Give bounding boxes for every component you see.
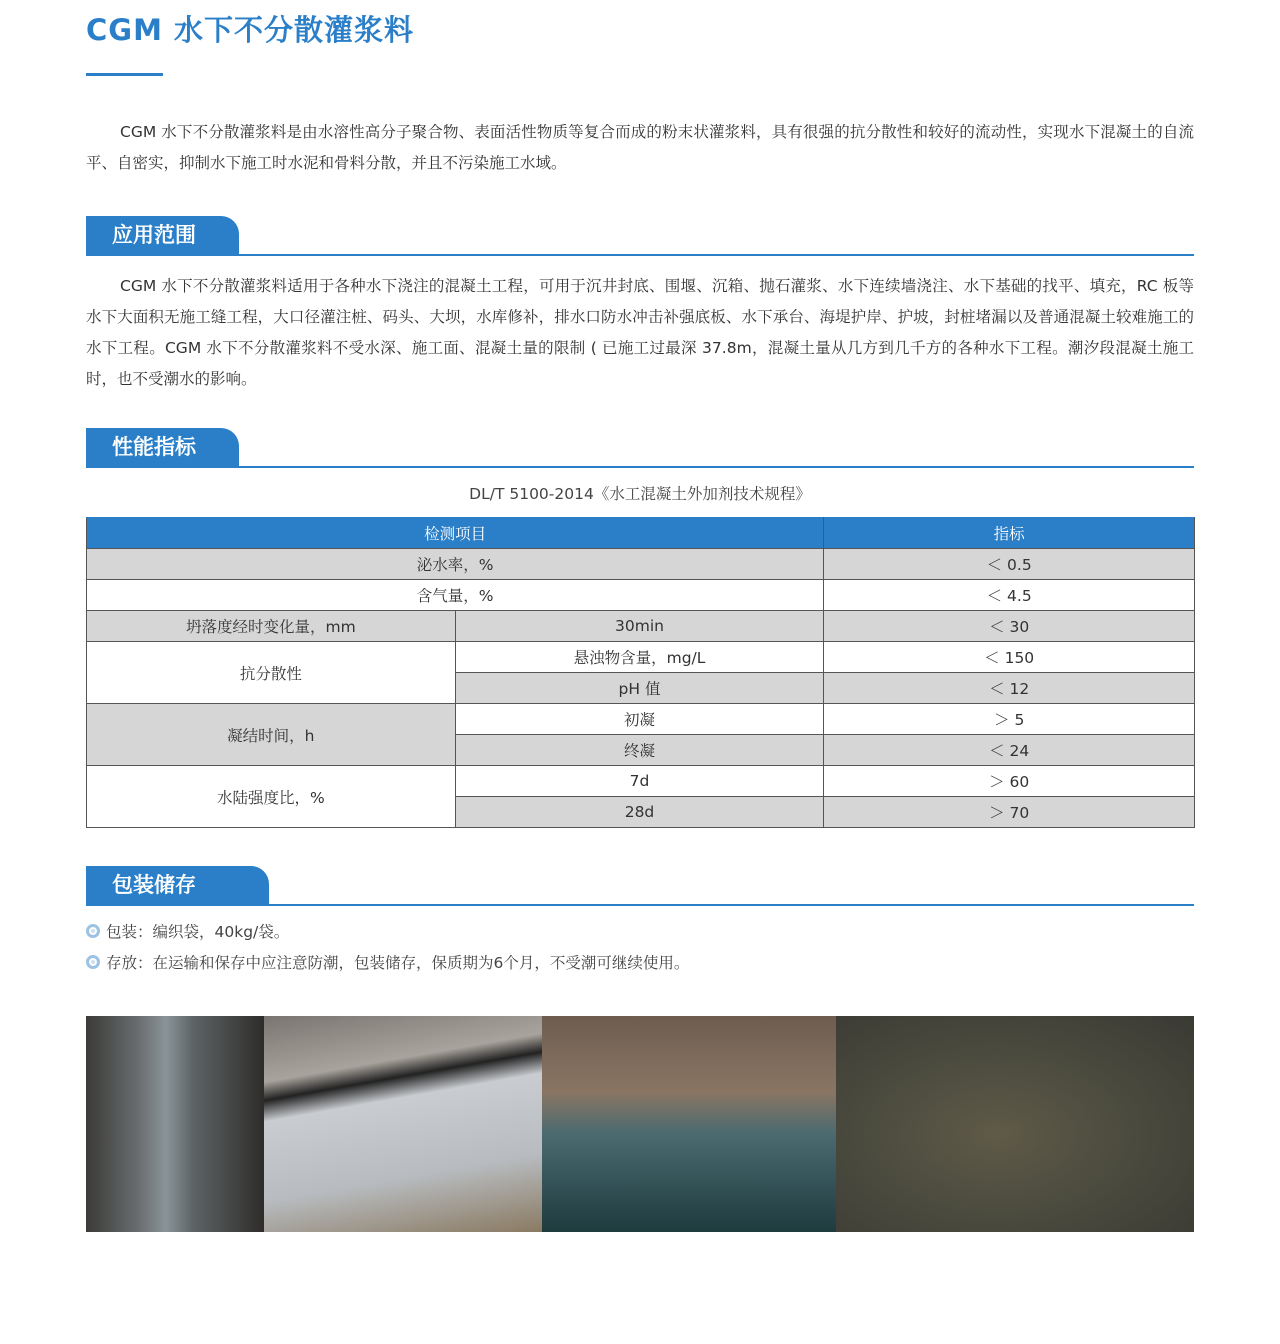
circle-bullet-icon: [86, 924, 100, 938]
cell: 抗分散性: [87, 642, 456, 704]
photo-strip: [86, 1016, 1194, 1232]
list-item: [86, 951, 689, 973]
table-row: [87, 766, 1195, 797]
cell: ＞ 5: [824, 704, 1195, 735]
cell: 水陆强度比，%: [87, 766, 456, 828]
photo-underwater-grouting-site: [836, 1016, 1194, 1232]
list-item: [86, 920, 289, 942]
cell: 泌水率，%: [87, 549, 824, 580]
section-header-packaging: [86, 866, 1194, 906]
table-row: [87, 704, 1195, 735]
table-caption: DL/T 5100-2014《水工混凝土外加剂技术规程》: [469, 485, 811, 503]
cell: pH 值: [455, 673, 824, 704]
cell: 含气量，%: [87, 580, 824, 611]
cell: ＜ 150: [824, 642, 1195, 673]
section-header-application: [86, 216, 1194, 256]
photo-pier-pipe: [86, 1016, 264, 1232]
cell: 初凝: [455, 704, 824, 735]
cell: 7d: [455, 766, 824, 797]
intro-paragraph: CGM 水下不分散灌浆料是由水溶性高分子聚合物、表面活性物质等复合而成的粉末状灌浆料，具有很强的抗分散性和较好的流动性，实现水下混凝土的自流平、自密实，抑制水下施工时水泥和骨料分散，并且不污染施工水域。: [86, 123, 1194, 172]
cell: ＜ 0.5: [824, 549, 1195, 580]
cell: ＞ 70: [824, 797, 1195, 828]
cell: ＜ 30: [824, 611, 1195, 642]
photo-bridge-piers-water: [542, 1016, 836, 1232]
title-underline: [86, 73, 163, 76]
section-title: 应用范围: [86, 216, 239, 254]
section-title: 性能指标: [86, 428, 239, 466]
photo-wrapped-column: [264, 1016, 542, 1232]
cell: 终凝: [455, 735, 824, 766]
cell: 28d: [455, 797, 824, 828]
section-title: 包装储存: [86, 866, 269, 904]
cell: 悬浊物含量，mg/L: [455, 642, 824, 673]
page-title: CGM 水下不分散灌浆料: [86, 13, 415, 47]
cell: ＜ 4.5: [824, 580, 1195, 611]
table-row: [87, 611, 1195, 642]
table-header: [87, 518, 1195, 549]
header-item: 检测项目: [87, 518, 824, 549]
header-value: 指标: [824, 518, 1195, 549]
table-row: [87, 580, 1195, 611]
table-row: [87, 549, 1195, 580]
application-paragraph: CGM 水下不分散灌浆料适用于各种水下浇注的混凝土工程，可用于沉井封底、围堰、沉箱、抛石灌浆、水下连续墙浇注、水下基础的找平、填充，RC 板等水下大面积无施工缝工程，大口径灌注桩、码头、大坝，水库修补，排水口防水冲击补强底板、水下承台、海堤护岸、护坡，封桩堵漏以及普通混凝土较难施工的水下工程。CGM 水下不分散灌浆料不受水深、施工面、混凝土量的限制 ( 已施工过最深 37.8m，混凝土量从几方到几千方的各种水下工程。潮汐段混凝土施工时，也不受潮水的影响。: [86, 277, 1194, 388]
cell: 30min: [455, 611, 824, 642]
table-row: [87, 642, 1195, 673]
cell: ＞ 60: [824, 766, 1195, 797]
cell: 坍落度经时变化量，mm: [87, 611, 456, 642]
section-header-performance: [86, 428, 1194, 468]
performance-table: [86, 517, 1195, 828]
cell: ＜ 12: [824, 673, 1195, 704]
list-item-text: 存放：在运输和保存中应注意防潮，包装储存，保质期为6个月，不受潮可继续使用。: [106, 954, 690, 972]
cell: ＜ 24: [824, 735, 1195, 766]
list-item-text: 包装：编织袋，40kg/袋。: [106, 923, 290, 941]
cell: 凝结时间，h: [87, 704, 456, 766]
circle-bullet-icon: [86, 955, 100, 969]
